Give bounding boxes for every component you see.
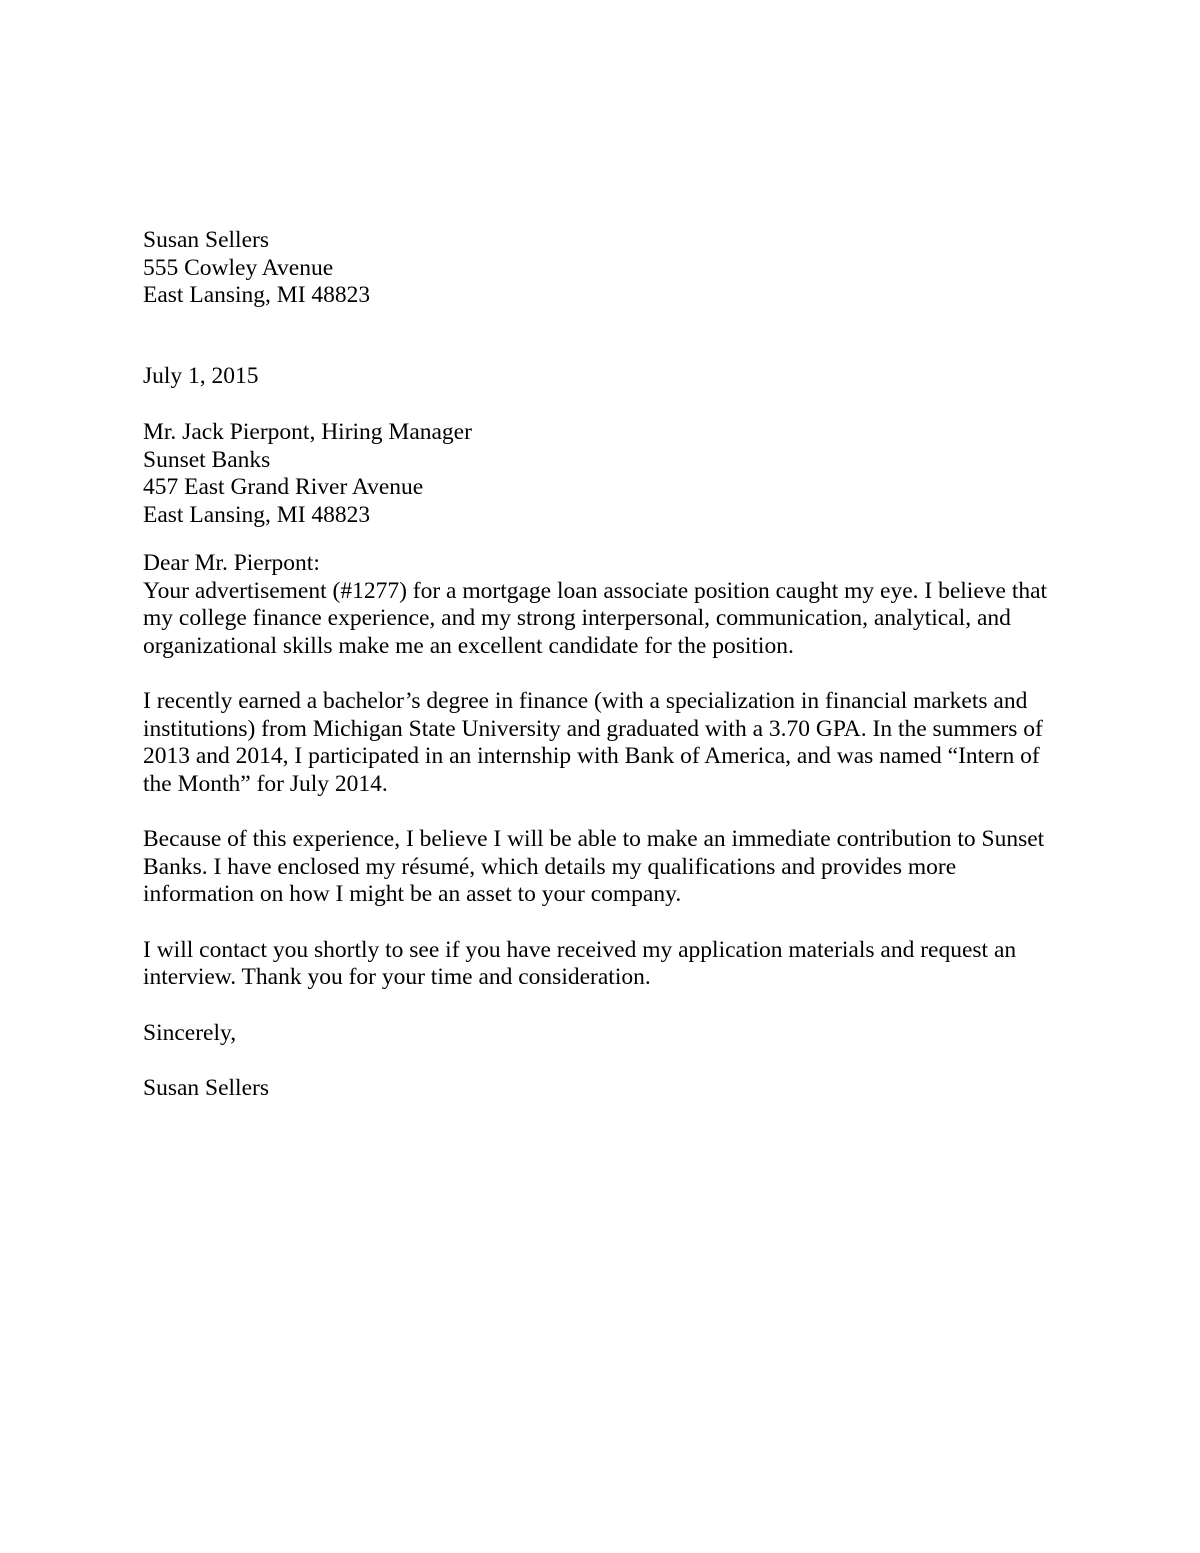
- sender-street: 555 Cowley Avenue: [143, 254, 334, 281]
- signature-name: Susan Sellers: [143, 1075, 269, 1101]
- body-paragraph-1: Your advertisement (#1277) for a mortgage loan associate position caught my eye. I believe that my college finance experience, and my strong interpersonal, communication, analytical, and organizational skills make me an excellent candidate for the position.: [143, 577, 1048, 659]
- letter-date: July 1, 2015: [143, 362, 259, 389]
- body-paragraph-2: I recently earned a bachelor’s degree in finance (with a specialization in financial markets and institutions) from Michigan State University and graduated with a 3.70 GPA. In the summers of 2013 and 2014, I participated in an internship with Bank of America, and was named “Intern of the Month” for July 2014.: [143, 688, 1043, 797]
- closing: Sincerely,: [143, 1019, 237, 1046]
- recipient-city-state-zip: East Lansing, MI 48823: [143, 501, 371, 528]
- sender-name: Susan Sellers: [143, 227, 269, 253]
- body-paragraph-4: I will contact you shortly to see if you have received my application materials and request an interview. Thank you for your time and consideration.: [143, 936, 1017, 990]
- sender-address-block: [143, 227, 1050, 310]
- body-paragraph-3: Because of this experience, I believe I will be able to make an immediate contribution to Sunset Banks. I have enclosed my résumé, which details my qualifications and provides more information on how I might be an asset to your company.: [143, 826, 1045, 907]
- recipient-street: 457 East Grand River Avenue: [143, 474, 424, 500]
- recipient-company: Sunset Banks: [143, 446, 271, 473]
- sender-city-state-zip: East Lansing, MI 48823: [143, 282, 371, 308]
- salutation: Dear Mr. Pierpont:: [143, 550, 320, 576]
- recipient-name-title: Mr. Jack Pierpont, Hiring Manager: [143, 419, 472, 445]
- recipient-address-block: [143, 419, 1050, 529]
